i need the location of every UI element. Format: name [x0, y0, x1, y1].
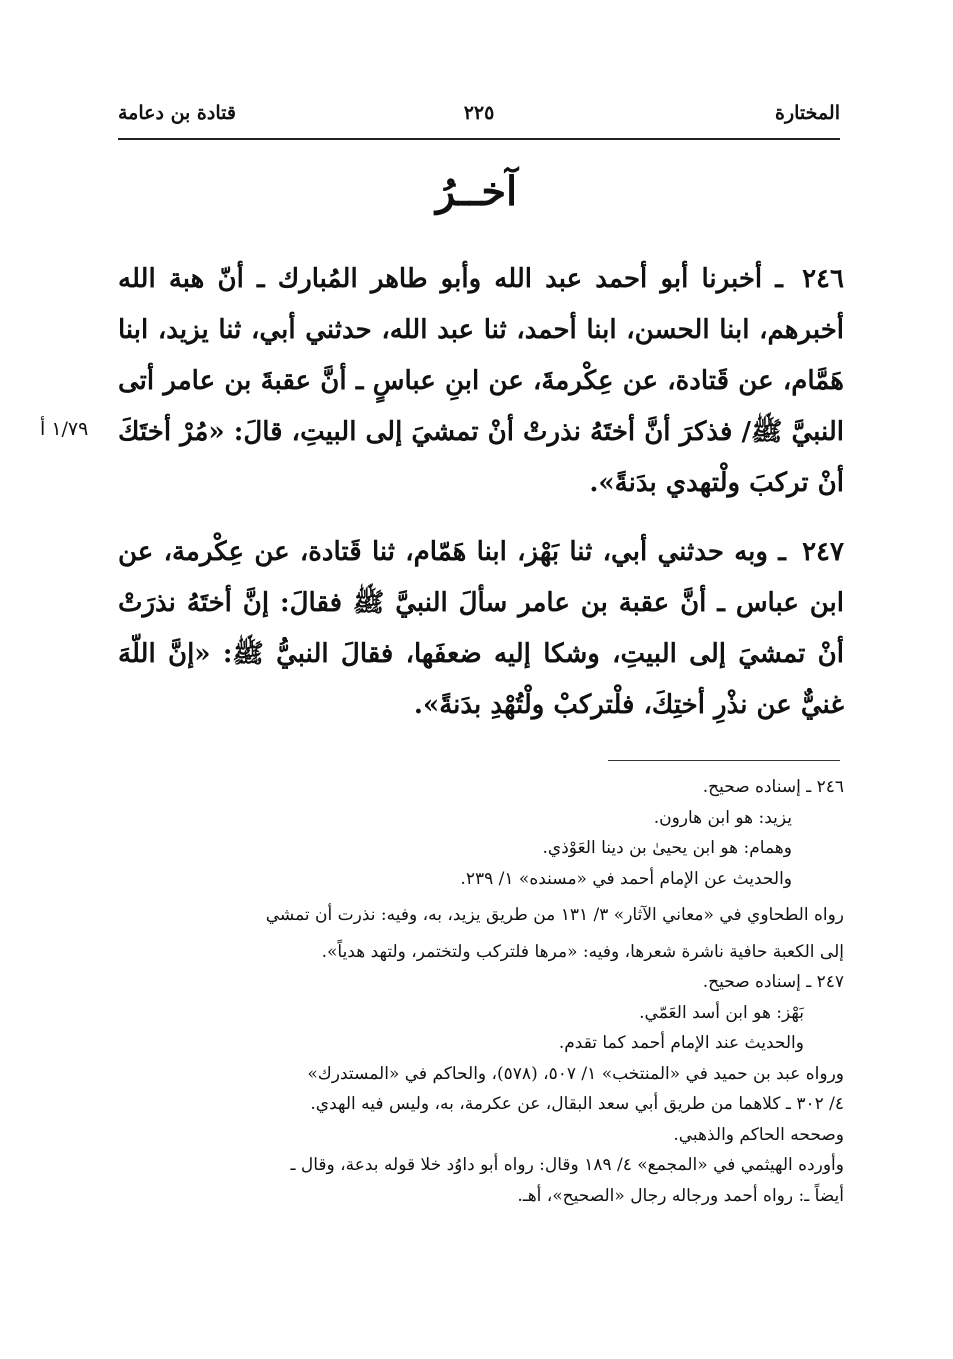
section-title: آخــرُ [435, 168, 518, 215]
hadith-number: ٢٤٧ [802, 537, 844, 567]
footnote-line: بَهْز: هو ابن أسد العَمّي. [639, 1002, 804, 1023]
footnote-line: والحديث عن الإمام أحمد في «مسنده» ١/ ٢٣٩. [460, 868, 792, 889]
footnote-line: أيضاً ـ: رواه أحمد ورجاله رجال «الصحيح»، أهـ. [517, 1185, 844, 1206]
footnote-line: إلى الكعبة حافية ناشرة شعرها، وفيه: «مرها فلتركب ولتختمر، ولتهد هدياً». [321, 941, 844, 962]
footnote-line: وصححه الحاكم والذهبي. [673, 1124, 844, 1145]
footnotes [118, 772, 844, 1211]
manuscript-folio-note: ١/٧٩ أ [40, 418, 89, 440]
footnote-line: ٢٤٦ ـ إسناده صحيح. [702, 777, 844, 797]
footnote-line: يزيد: هو ابن هارون. [653, 807, 792, 828]
hadith-text: ـ أخبرنا أبو أحمد عبد الله وأبو طاهر المُبارك ـ أنّ هبة الله أخبرهم، ابنا الحسن، ابنا أحمد، ثنا عبد الله، حدثني أبي، ثنا يزيد، ابنا هَمَّام، عن قَتادة، عن عِكْرمةَ، عن ابنِ عباسٍ ـ أنَّ عقبةَ بن عامر أتى النبيَّ ﷺ/ فذكرَ أنَّ أختَهُ نذرتْ أنْ تمشيَ إلى البيتِ، قالَ: «مُرْ أختَكَ أنْ تركبَ ولْتهدي بدَنةً». [118, 264, 844, 498]
footnote-line: ٢٤٧ ـ إسناده صحيح. [702, 972, 844, 992]
footnote-separator [608, 760, 840, 761]
footnote-line: ٤/ ٣٠٢ ـ كلاهما من طريق أبي سعد البقال، عن عكرمة، به، وليس فيه الهدي. [310, 1094, 844, 1114]
running-header [118, 98, 840, 132]
header-book-title: المختارة [775, 102, 840, 124]
footnote-line: وأورده الهيثمي في «المجمع» ٤/ ١٨٩ وقال: رواه أبو داوُد خلا قوله بدعة، وقال ـ [290, 1155, 844, 1175]
hadith-246 [118, 254, 844, 509]
footnote-line: وهمام: هو ابن يحيىٰ بن دينا العَوْذي. [542, 838, 792, 858]
header-chapter-title: قتادة بن دعامة [118, 102, 236, 124]
footnote-line: والحديث عند الإمام أحمد كما تقدم. [558, 1033, 804, 1053]
hadith-text: ـ وبه حدثني أبي، ثنا بَهْز، ابنا هَمّام، ثنا قَتادة، عن عِكْرمة، عن ابن عباس ـ أنَّ عقبة بن عامر سألَ النبيَّ ﷺ فقالَ: إنَّ أختَهُ نذرَتْ أنْ تمشيَ إلى البيتِ، وشكا إليه ضعفَها، فقالَ النبيُّ ﷺ: «إنَّ اللّهَ غنيٌّ عن نذْرِ أختِكَ، فلْتركبْ ولْتُهْدِ بدَنةً». [118, 537, 844, 720]
footnote-line: رواه الطحاوي في «معاني الآثار» ٣/ ١٣١ من طريق يزيد، به، وفيه: نذرت أن تمشي [265, 905, 844, 925]
footnote-line: ورواه عبد بن حميد في «المنتخب» ١/ ٥٠٧، (٥٧٨)، والحاكم في «المستدرك» [307, 1063, 844, 1084]
hadith-247 [118, 527, 844, 731]
hadith-number: ٢٤٦ [802, 264, 844, 294]
header-rule [118, 138, 840, 140]
page-number: ٢٢٥ [463, 102, 495, 124]
